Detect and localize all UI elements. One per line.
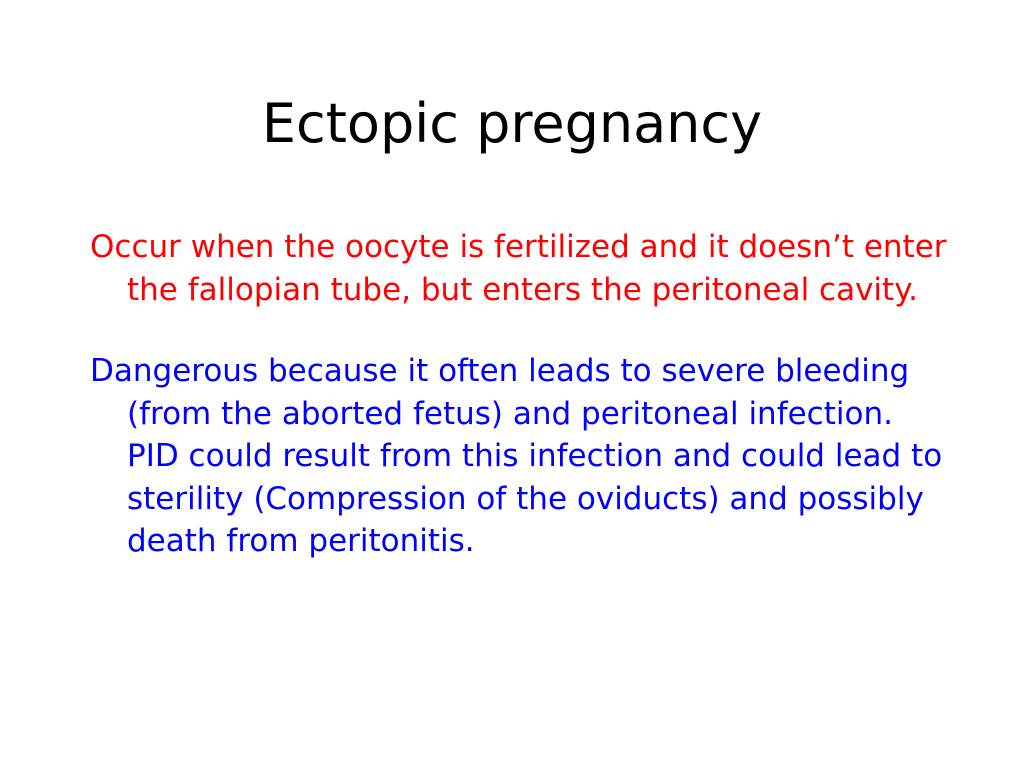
bullet-danger: Dangerous because it often leads to severe bleeding (from the aborted fetus) and peritoneal infection. PID could result from this infection and could lead to sterility (Compression of the oviducts) and possibly death from peritonitis. xyxy=(90,353,943,559)
bullet-list xyxy=(90,226,950,602)
bullet-definition: Occur when the oocyte is fertilized and it doesn’t enter the fallopian tube, but enters the peritoneal cavity. xyxy=(90,229,947,308)
slide-title: Ectopic pregnancy xyxy=(261,92,763,155)
